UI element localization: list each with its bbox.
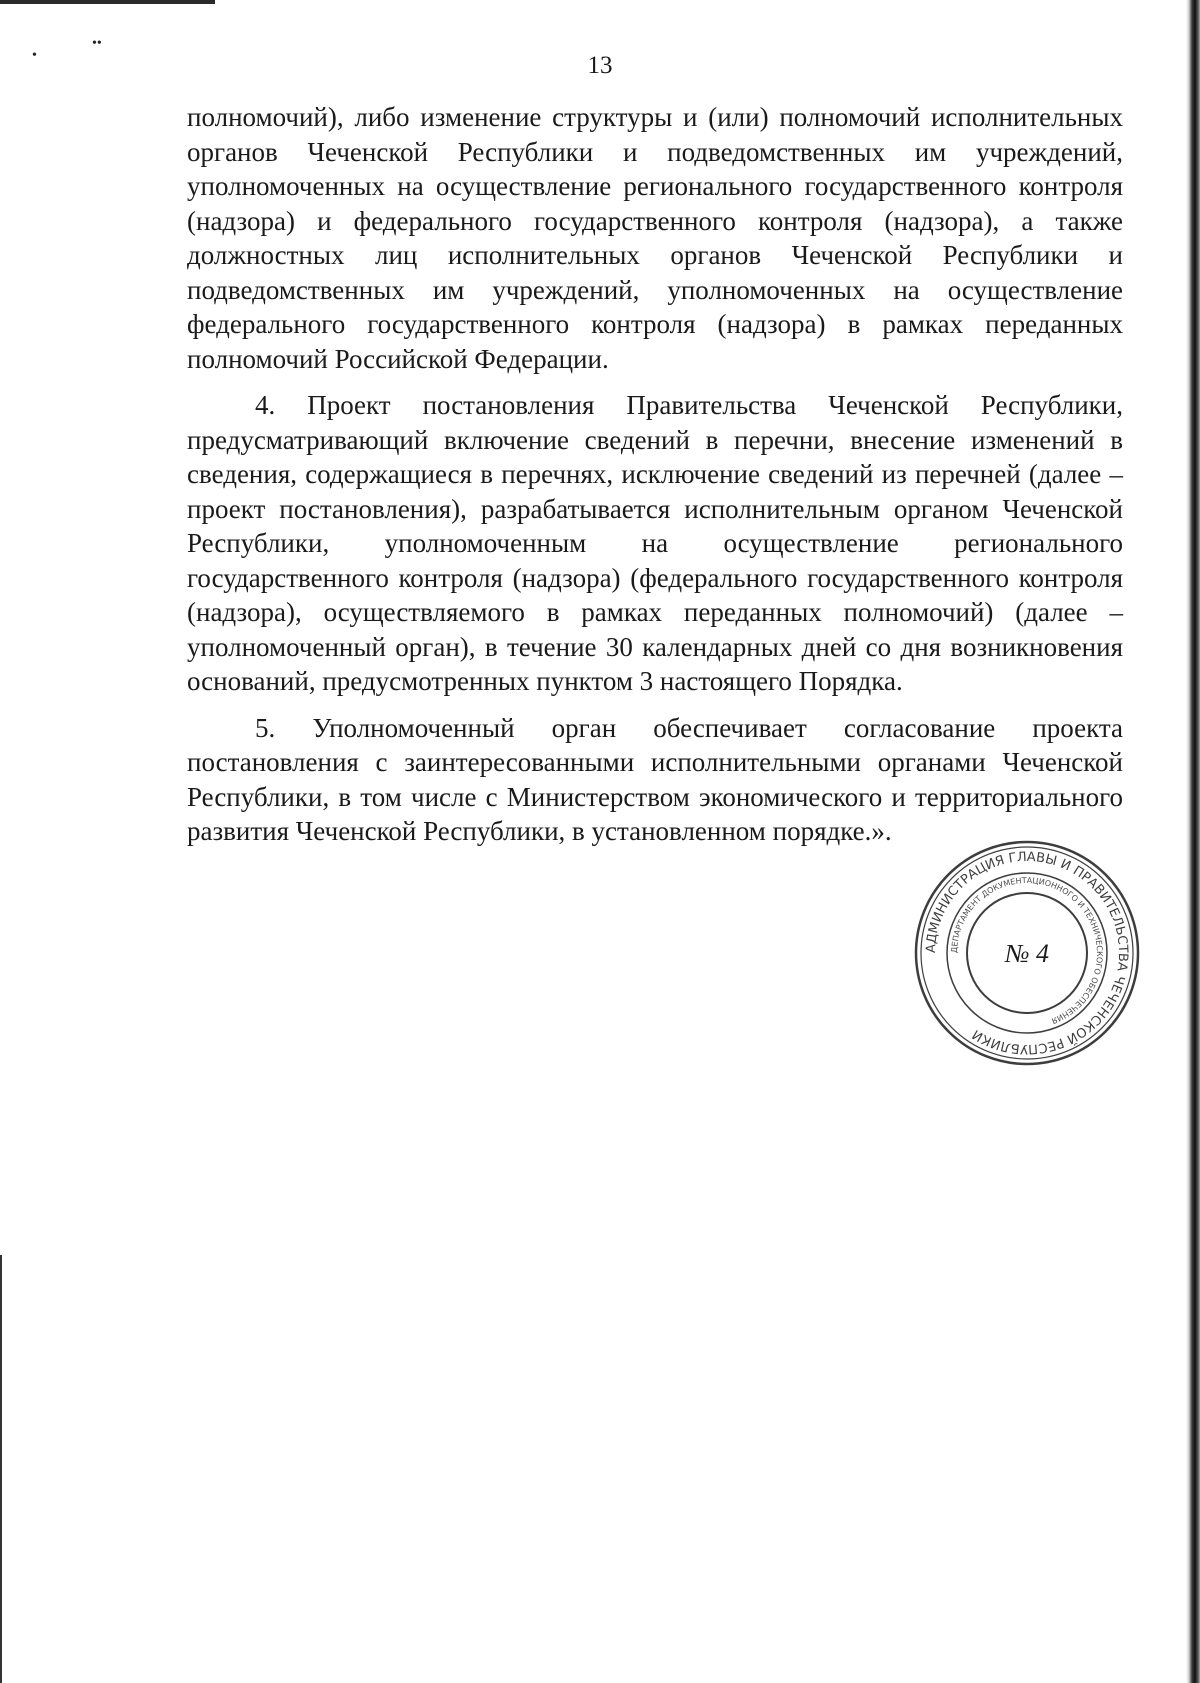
seal-inner-text: ДЕПАРТАМЕНТ ДОКУМЕНТАЦИОННОГО И ТЕХНИЧЕСКОГО ОБЕСПЕЧЕНИЯ [949, 875, 1105, 1026]
paragraph-4: 4. Проект постановления Правительства Чеченской Республики, предусматривающий включение сведений в перечни, внесение изменений в сведения, содержащиеся в перечнях, исключение сведений из перечней (далее – проект постановления), разрабатывается исполнительным органом Чеченской Республики, уполномоченным на осуществление регионального государственного контроля (надзора) (федерального государственного контроля (надзора), осуществляемого в рамках переданных полномочий) (далее – уполномоченный орган), в течение 30 календарных дней со дня возникновения оснований, предусмотренных пунктом 3 настоящего Порядка. [187, 390, 1123, 696]
scan-speck: •• [92, 36, 102, 51]
paragraph-continuation: полномочий), либо изменение структуры и (или) полномочий исполнительных органов Чеченской Республики и подведомственных им учреждений, уполномоченных на осуществление регионального государственного контроля (надзора) и федерального государственного контроля (надзора), а также должностных лиц исполнительных органов Чеченской Республики и подведомственных им учреждений, уполномоченных на осуществление федерального государственного контроля (надзора) в рамках переданных полномочий Российской Федерации. [187, 102, 1123, 374]
document-body [187, 100, 1123, 849]
scan-edge-top [0, 0, 215, 4]
scan-edge-right [1186, 0, 1200, 1683]
seal-number: № 4 [1004, 939, 1050, 968]
paragraph-5: 5. Уполномоченный орган обеспечивает согласование проекта постановления с заинтересованными исполнительными органами Чеченской Республики, в том числе с Министерством экономического и территориального развития Чеченской Республики, в установленном порядке.». [187, 712, 1123, 846]
page-number: 13 [587, 52, 613, 79]
seal-outer-text: АДМИНИСТРАЦИЯ ГЛАВЫ И ПРАВИТЕЛЬСТВА ЧЕЧЕНСКОЙ РЕСПУБЛИКИ [923, 849, 1131, 1057]
official-seal-stamp [912, 838, 1142, 1068]
scan-edge-left [0, 1255, 2, 1683]
scan-speck: • [32, 48, 37, 63]
